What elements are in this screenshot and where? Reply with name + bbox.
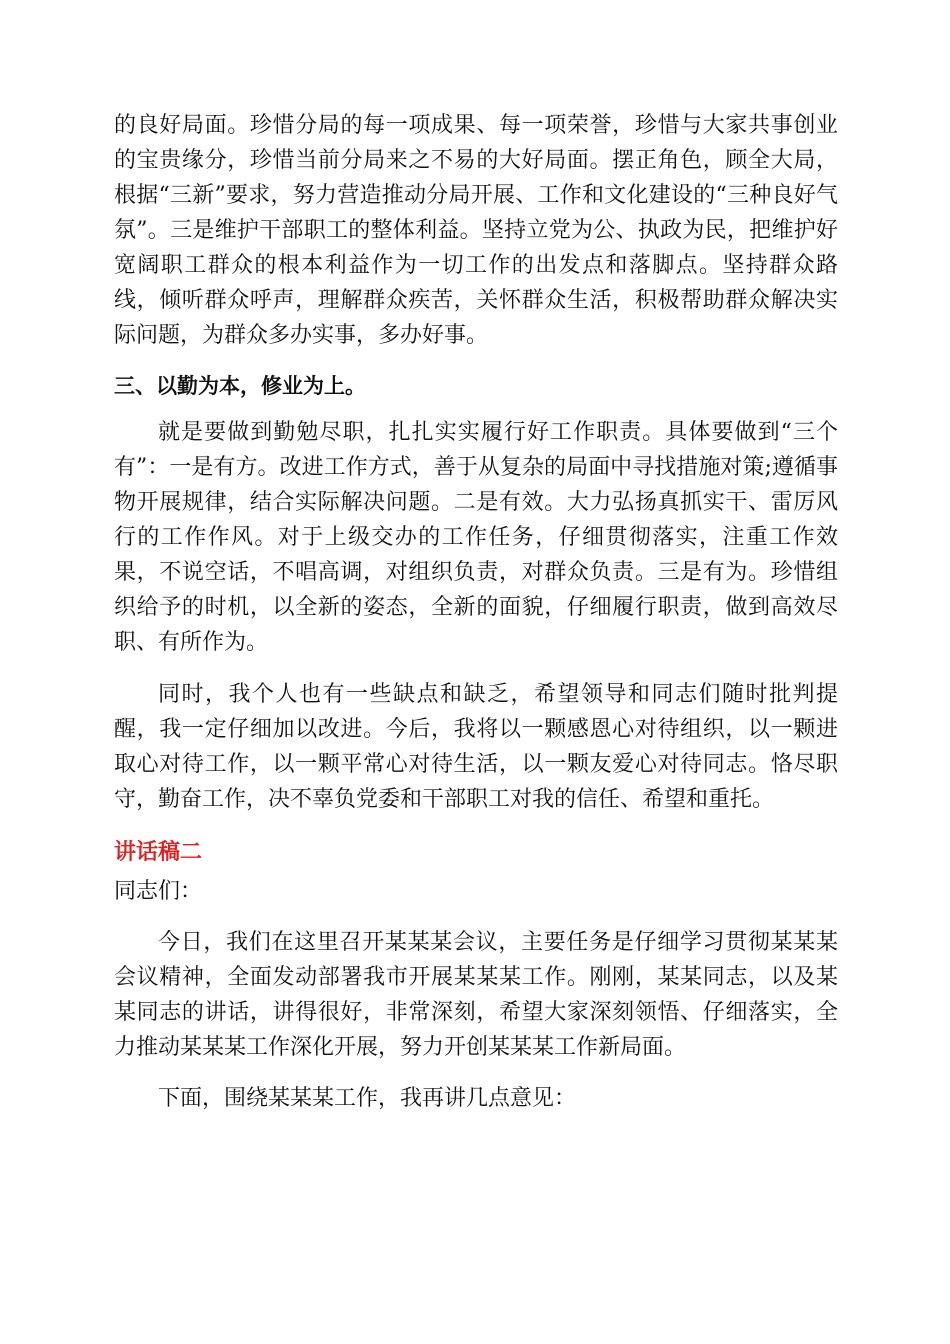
body-paragraph: 今日，我们在这里召开某某某会议，主要任务是仔细学习贯彻某某某会议精神，全面发动部署我市开展某某某工作。刚刚，某某同志，以及某某同志的讲话，讲得很好，非常深刻，希望大家深刻领悟、仔细落实，全力推动某某某工作深化开展，努力开创某某某工作新局面。 bbox=[114, 930, 838, 1060]
body-paragraph: 下面，围绕某某某工作，我再讲几点意见： bbox=[158, 1086, 577, 1111]
document-page bbox=[114, 108, 838, 1132]
speech-title: 讲话稿二 bbox=[114, 840, 203, 865]
body-paragraph: 的良好局面。珍惜分局的每一项成果、每一项荣誉，珍惜与大家共事创业的宝贵缘分，珍惜当前分局来之不易的大好局面。摆正角色，顾全大局，根据“三新”要求，努力营造推动分局开展、工作和文化建设的“三种良好气氛”。三是维护干部职工的整体利益。坚持立党为公、执政为民，把维护好宽阔职工群众的根本利益作为一切工作的出发点和落脚点。坚持群众路线，倾听群众呼声，理解群众疾苦，关怀群众生活，积极帮助群众解决实际问题，为群众多办实事，多办好事。 bbox=[114, 113, 838, 348]
body-paragraph: 就是要做到勤勉尽职，扎扎实实履行好工作职责。具体要做到“三个有”：一是有方。改进工作方式，善于从复杂的局面中寻找措施对策;遵循事物开展规律，结合实际解决问题。二是有效。大力弘扬真抓实干、雷厉风行的工作作风。对于上级交办的工作任务，仔细贯彻落实，注重工作效果，不说空话，不唱高调，对组织负责，对群众负责。三是有为。珍惜组织给予的时机，以全新的姿态，全新的面貌，仔细履行职责，做到高效尽职、有所作为。 bbox=[114, 420, 838, 655]
section-heading: 三、以勤为本，修业为上。 bbox=[114, 374, 366, 398]
body-paragraph: 同时，我个人也有一些缺点和缺乏，希望领导和同志们随时批判提醒，我一定仔细加以改进。今后，我将以一颗感恩心对待组织，以一颗进取心对待工作，以一颗平常心对待生活，以一颗友爱心对待同志。恪尽职守，勤奋工作，决不辜负党委和干部职工对我的信任、希望和重托。 bbox=[114, 682, 838, 812]
salutation: 同志们： bbox=[114, 879, 203, 904]
